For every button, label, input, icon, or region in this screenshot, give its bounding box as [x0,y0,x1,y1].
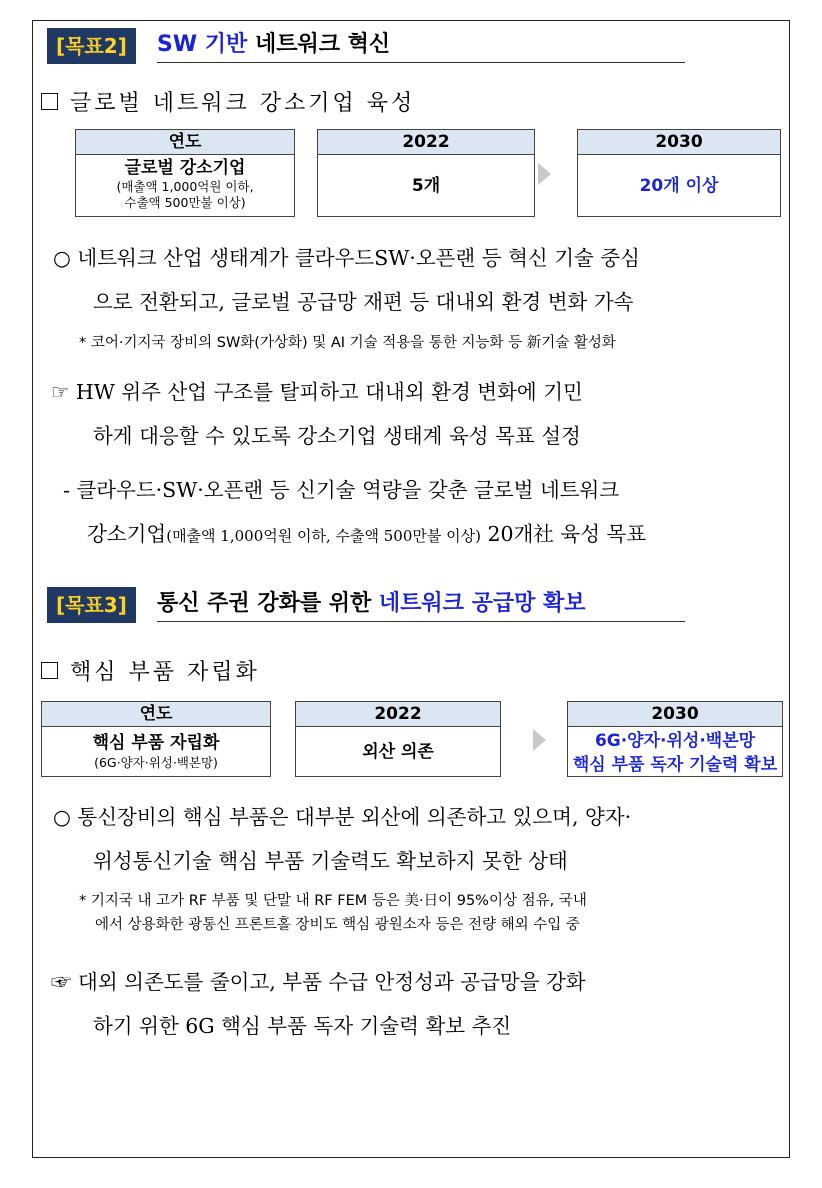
goal2-bullet1-line1: ○ 네트워크 산업 생태계가 클라우드SW·오픈랜 등 혁신 기술 중심 [53,246,640,270]
goal2-tag: [목표2] [47,28,136,64]
goal3-2030-header: 2030 [568,702,782,727]
goal2-2022-value: 5개 [411,176,441,196]
goal3-2022-table [295,701,501,777]
goal2-point-line1: ☞ HW 위주 산업 구조를 탈피하고 대내외 환경 변화에 기민 [51,380,583,404]
goal2-note: * 코어·기지국 장비의 SW화(가상화) 및 AI 기술 적용을 통한 지능화 등 新기술 활성화 [79,335,616,351]
goal3-point [51,960,783,1048]
goal3-section-text: 핵심 부품 자립화 [70,660,260,685]
goal2-title-rest: 네트워크 혁신 [247,32,391,57]
goal2-2022-table [317,129,535,217]
goal3-note [79,889,791,937]
goal3-2030-table [567,701,783,777]
year-header: 연도 [76,130,294,155]
goal2-dash-line1: - 클라우드·SW·오픈랜 등 신기술 역량을 갖춘 글로벌 네트워크 [63,478,620,502]
goal2-dash-line2-main: 강소기업 [87,522,167,546]
goal2-bullet1 [53,236,783,324]
goal3-label-sub: (6G·양자·위성·백본망) [94,755,218,770]
goal3-2022-header: 2022 [296,702,500,727]
goal2-2030-header: 2030 [578,130,780,155]
goal2-dash-line2-small: (매출액 1,000억원 이하, 수출액 500만불 이상) [166,527,481,545]
goal3-bullet1-line2: 위성통신기술 핵심 부품 기술력도 확보하지 못한 상태 [93,849,568,873]
goal3-bullet1 [53,795,783,883]
goal3-note-line2: 에서 상용화한 광통신 프론트홀 장비도 핵심 광원소자 등은 전량 해외 수입 중 [95,917,580,933]
goal2-title-blue: SW 기반 [157,32,248,57]
checkbox-square-icon [41,93,58,110]
goal2-label-sub1: (매출액 1,000억원 이하, [116,179,254,194]
goal2-dash-line2-end: 20개社 육성 목표 [480,522,647,546]
goal2-label-sub2: 수출액 500만불 이상) [124,195,246,210]
goal2-point-line2: 하게 대응할 수 있도록 강소기업 생태계 육성 목표 설정 [93,424,581,448]
goal3-label-table [41,701,271,777]
goal2-title [157,28,685,63]
goal3-2022-value: 외산 의존 [362,742,434,762]
goal2-bullet1-line2: 으로 전환되고, 글로벌 공급망 재편 등 대내외 환경 변화 가속 [93,290,634,314]
goal2-2030-table [577,129,781,217]
goal3-header [47,587,787,623]
goal2-2022-header: 2022 [318,130,534,155]
goal3-point-line2: 하기 위한 6G 핵심 부품 독자 기술력 확보 추진 [93,1014,512,1038]
goal3-bullet1-line1: ○ 통신장비의 핵심 부품은 대부분 외산에 의존하고 있으며, 양자· [53,805,632,829]
goal2-label-table [75,129,295,217]
goal3-title-rest: 통신 주권 강화를 위한 [157,591,379,616]
goal3-tag: [목표3] [47,587,136,623]
goal3-2030-value1: 6G·양자·위성·백본망 [594,731,756,751]
goal3-note-line1: * 기지국 내 고가 RF 부품 및 단말 내 RF FEM 등은 美·日이 95%이상 점유, 국내 [79,893,587,909]
goal2-dash [63,468,783,558]
goal2-header [47,28,787,64]
goal3-title-blue: 네트워크 공급망 확보 [378,591,586,616]
goal3-label: 핵심 부품 자립화 [92,733,220,753]
goal3-section-heading [41,655,260,686]
checkbox-square-icon [41,662,58,679]
goal3-2030-value2: 핵심 부품 독자 기술력 확보 [572,755,778,775]
goal3-title [157,587,685,622]
year-header: 연도 [42,702,270,727]
goal3-point-line1: ☞ 대외 의존도를 줄이고, 부품 수급 안정성과 공급망을 강화 [51,970,586,994]
goal2-label: 글로벌 강소기업 [124,158,246,178]
goal2-section-heading [41,86,415,117]
goal2-point [51,370,783,458]
arrow-right-icon [533,729,546,751]
goal2-section-text: 글로벌 네트워크 강소기업 육성 [70,91,416,116]
document-frame [32,20,790,1158]
goal2-2030-value: 20개 이상 [639,176,719,196]
arrow-right-icon [538,163,551,185]
